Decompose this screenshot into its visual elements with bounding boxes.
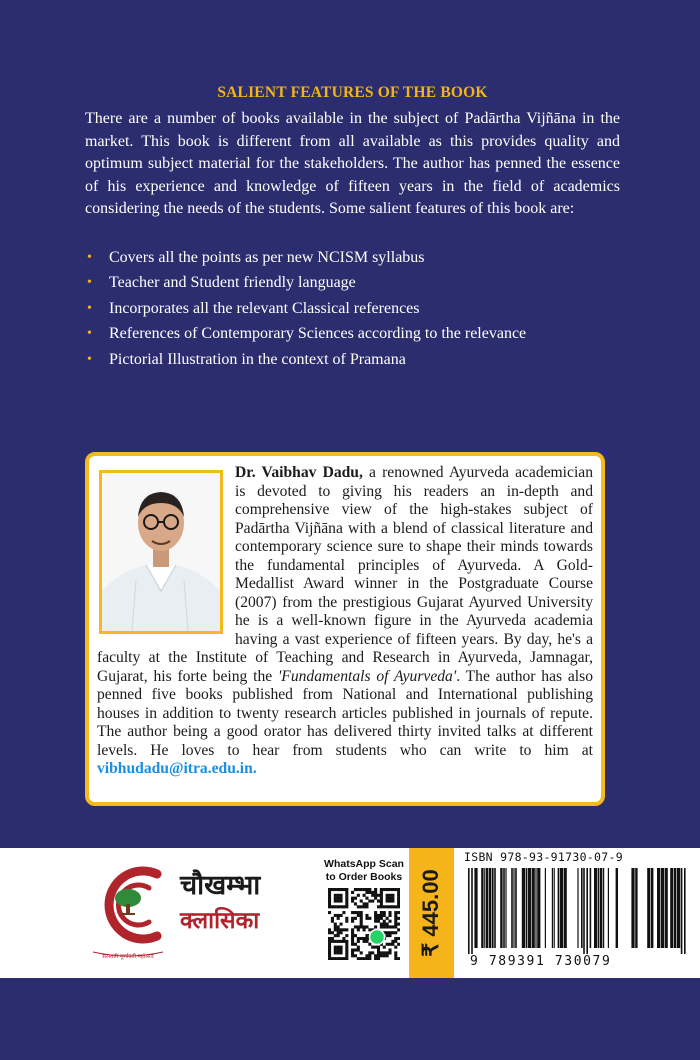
- isbn-digits: 9 789391 730079: [470, 954, 612, 969]
- feature-item: [85, 347, 620, 373]
- author-portrait-icon: [102, 473, 220, 631]
- bio-italic-phrase: 'Fundamentals of Ayurveda': [277, 667, 457, 685]
- author-name: Dr. Vaibhav Dadu,: [235, 464, 363, 481]
- feature-text: References of Contemporary Sciences according to the relevance: [109, 325, 527, 342]
- feature-item: [85, 321, 620, 347]
- feature-item: [85, 296, 620, 322]
- publisher-name-line2: क्लासिका: [180, 908, 260, 934]
- feature-item: [85, 270, 620, 296]
- price-tag: [409, 848, 454, 978]
- feature-text: Incorporates all the relevant Classical references: [109, 299, 420, 317]
- whatsapp-caption-line1: WhatsApp Scan: [324, 858, 404, 870]
- bullet-icon: •: [87, 300, 92, 316]
- bullet-icon: •: [87, 326, 92, 341]
- features-list: [85, 245, 620, 373]
- bullet-icon: •: [87, 351, 92, 367]
- qr-code[interactable]: [328, 888, 400, 960]
- price-label: ₹ 445.00: [418, 869, 443, 957]
- feature-text: Teacher and Student friendly language: [109, 274, 356, 291]
- features-intro: There are a number of books available in the subject of Padārtha Vijñāna in the market. This book is different from all available as this provides quality and optimum subject material for the stakeholders. The author has penned the essence of his experience and knowledge of fifteen years in the field of academics considering the needs of the students. Some salient features of this book are:: [85, 110, 620, 217]
- feature-text: Pictorial Illustration in the context of Pramana: [109, 350, 406, 368]
- bio-text-part2: . The author has also penned five books published from National and International publishing houses in addition to twenty research articles published in journals of repute. The author being a good orator has delivered thirty invited talks at different levels. He loves to hear from students who can write to him at: [97, 667, 593, 759]
- author-email-link[interactable]: vibhudadu@itra.edu.in.: [97, 760, 257, 777]
- barcode: [466, 868, 688, 954]
- bullet-icon: •: [87, 249, 92, 265]
- publisher-logo-icon: [85, 860, 171, 960]
- feature-item: [85, 245, 620, 271]
- author-bio-box: [85, 452, 605, 806]
- publisher-name: [180, 870, 260, 936]
- publisher-name-line1: चौखम्भा: [180, 870, 261, 901]
- bullet-icon: •: [87, 275, 92, 290]
- feature-text: Covers all the points as per new NCISM syllabus: [109, 248, 425, 266]
- whatsapp-icon: [370, 930, 385, 945]
- whatsapp-caption-line2: to Order Books: [325, 871, 403, 883]
- salient-features-section: [85, 84, 620, 372]
- publisher-band: [0, 848, 700, 978]
- logo-motto: सरस्वती पूर्णावती महोत्सव: [102, 954, 154, 960]
- bio-text-part1: a renowned Ayurveda academician is devoted to giving his readers an in-depth and comprehensive view of the high-stakes subject of Padārtha Vijñāna with a blend of classical literature and contemporary science sure to shape their minds towards the fundamental principles of Ayurveda. A Gold-Medallist Award winner in the Postgraduate Course (2007) from the prestigious Gujarat Ayurved University he is a well-known figure in the Ayurveda academia having a vast experience of fifteen years. By day, he's a faculty at the Institute of Teaching and Research in Ayurveda, Jamnagar, Gujarat, his forte being the: [97, 464, 593, 685]
- author-photo: [99, 470, 223, 634]
- features-title: SALIENT FEATURES OF THE BOOK: [217, 84, 488, 101]
- isbn-barcode-block: [460, 848, 700, 978]
- isbn-text: ISBN 978-93-91730-07-9: [464, 850, 623, 864]
- whatsapp-order: [324, 858, 404, 960]
